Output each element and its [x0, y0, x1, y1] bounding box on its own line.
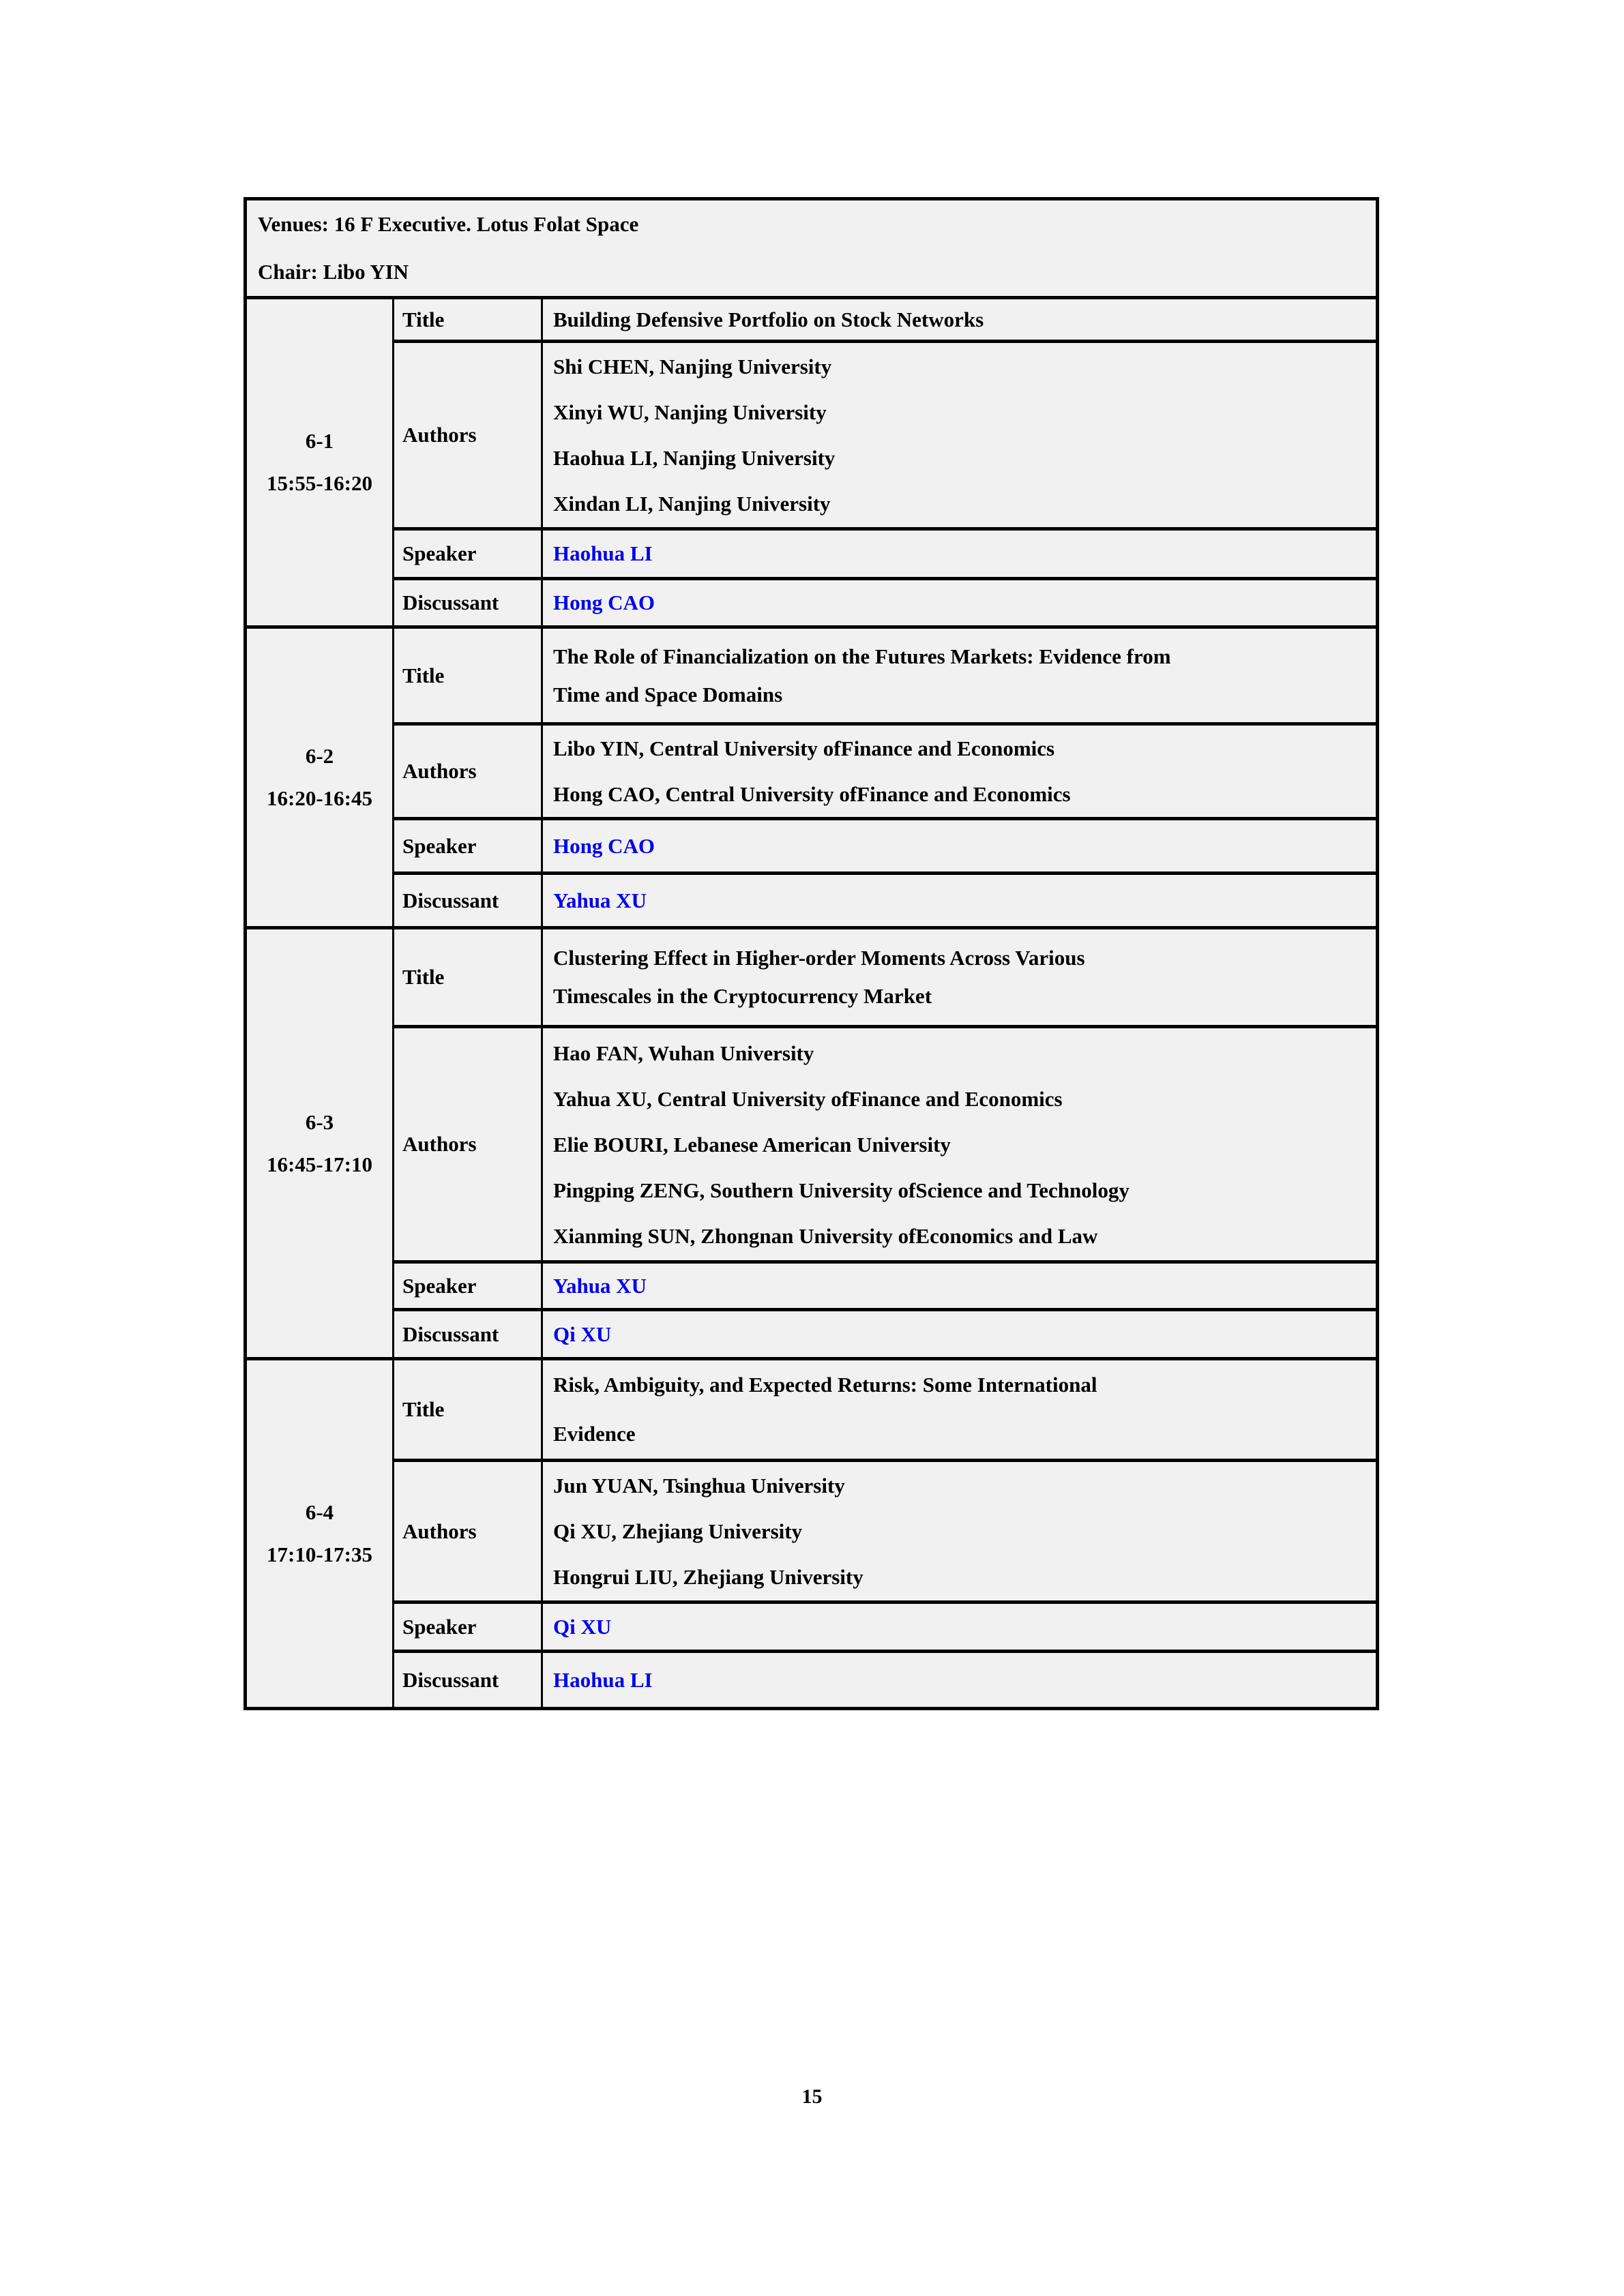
paper-title-line: Time and Space Domains — [553, 682, 783, 706]
authors-list — [542, 342, 1378, 529]
venues-line: Venues: 16 F Executive. Lotus Folat Space — [258, 212, 639, 236]
label-discussant: Discussant — [394, 1652, 542, 1709]
paper-title-line: Evidence — [553, 1422, 636, 1446]
label-discussant: Discussant — [394, 579, 542, 627]
discussant-name: Hong CAO — [542, 579, 1378, 627]
paper-title-line: Building Defensive Portfolio on Stock Networks — [553, 307, 984, 331]
label-speaker: Speaker — [394, 1602, 542, 1652]
paper-title — [542, 1359, 1378, 1461]
table-row — [246, 874, 1378, 928]
table-row — [246, 928, 1378, 1027]
discussant-name: Yahua XU — [542, 874, 1378, 928]
paper-title — [542, 928, 1378, 1027]
table-row — [246, 1359, 1378, 1461]
label-authors: Authors — [394, 724, 542, 819]
table-row — [246, 627, 1378, 724]
paper-title-line: Risk, Ambiguity, and Expected Returns: Some International — [553, 1373, 1097, 1397]
author-line: Hongrui LIU, Zhejiang University — [553, 1565, 863, 1589]
table-row — [246, 724, 1378, 819]
paper-title-line: Timescales in the Cryptocurrency Market — [553, 984, 932, 1008]
speaker-name: Haohua LI — [542, 529, 1378, 579]
session-id: 6-3 — [305, 1109, 334, 1134]
label-speaker: Speaker — [394, 529, 542, 579]
speaker-name: Hong CAO — [542, 819, 1378, 874]
author-line: Pingping ZENG, Southern University ofScience and Technology — [553, 1178, 1130, 1202]
author-line: Haohua LI, Nanjing University — [553, 446, 836, 470]
paper-title-line: Clustering Effect in Higher-order Moments Across Various — [553, 946, 1085, 970]
label-speaker: Speaker — [394, 1262, 542, 1310]
author-line: Qi XU, Zhejiang University — [553, 1519, 803, 1543]
author-line: Shi CHEN, Nanjing University — [553, 355, 832, 378]
label-speaker: Speaker — [394, 819, 542, 874]
label-title: Title — [394, 298, 542, 342]
table-row — [246, 1461, 1378, 1602]
table-row — [246, 579, 1378, 627]
table-header-row — [246, 199, 1378, 298]
session-id: 6-1 — [305, 429, 334, 453]
speaker-name: Qi XU — [542, 1602, 1378, 1652]
table-row — [246, 342, 1378, 529]
author-line: Hong CAO, Central University ofFinance and Economics — [553, 782, 1071, 806]
label-title: Title — [394, 1359, 542, 1461]
speaker-name: Yahua XU — [542, 1262, 1378, 1310]
session-time-cell — [246, 627, 394, 928]
table-row — [246, 1310, 1378, 1359]
author-line: Hao FAN, Wuhan University — [553, 1041, 814, 1065]
label-title: Title — [394, 928, 542, 1027]
table-row — [246, 298, 1378, 342]
label-authors: Authors — [394, 1461, 542, 1602]
session-id: 6-2 — [305, 744, 334, 768]
page-number: 15 — [801, 2085, 823, 2108]
table-row — [246, 1602, 1378, 1652]
table-row — [246, 1027, 1378, 1262]
label-title: Title — [394, 627, 542, 724]
author-line: Xindan LI, Nanjing University — [553, 492, 831, 516]
paper-title-line: The Role of Financialization on the Futures Markets: Evidence from — [553, 644, 1171, 668]
session-time: 17:10-17:35 — [267, 1542, 372, 1566]
session-schedule-table — [243, 197, 1379, 1710]
discussant-name: Qi XU — [542, 1310, 1378, 1359]
session-time: 15:55-16:20 — [267, 471, 372, 495]
author-line: Xianming SUN, Zhongnan University ofEconomics and Law — [553, 1223, 1098, 1248]
author-line: Xinyi WU, Nanjing University — [553, 400, 827, 424]
chair-line: Chair: Libo YIN — [258, 260, 409, 284]
author-line: Elie BOURI, Lebanese American University — [553, 1132, 951, 1157]
author-line: Jun YUAN, Tsinghua University — [553, 1474, 845, 1497]
table-row — [246, 819, 1378, 874]
label-authors: Authors — [394, 342, 542, 529]
paper-title — [542, 627, 1378, 724]
session-id: 6-4 — [305, 1500, 334, 1524]
table-row — [246, 529, 1378, 579]
authors-list — [542, 1461, 1378, 1602]
table-row — [246, 1652, 1378, 1709]
session-time-cell — [246, 1359, 394, 1709]
discussant-name: Haohua LI — [542, 1652, 1378, 1709]
authors-list — [542, 1027, 1378, 1262]
label-discussant: Discussant — [394, 1310, 542, 1359]
label-authors: Authors — [394, 1027, 542, 1262]
session-time-cell — [246, 298, 394, 627]
session-time: 16:45-17:10 — [267, 1152, 372, 1176]
venue-chair-cell — [246, 199, 1378, 298]
author-line: Libo YIN, Central University ofFinance and Economics — [553, 736, 1055, 760]
table-row — [246, 1262, 1378, 1310]
session-time: 16:20-16:45 — [267, 786, 372, 810]
label-discussant: Discussant — [394, 874, 542, 928]
session-time-cell — [246, 928, 394, 1359]
paper-title — [542, 298, 1378, 342]
authors-list — [542, 724, 1378, 819]
author-line: Yahua XU, Central University ofFinance and Economics — [553, 1086, 1063, 1111]
